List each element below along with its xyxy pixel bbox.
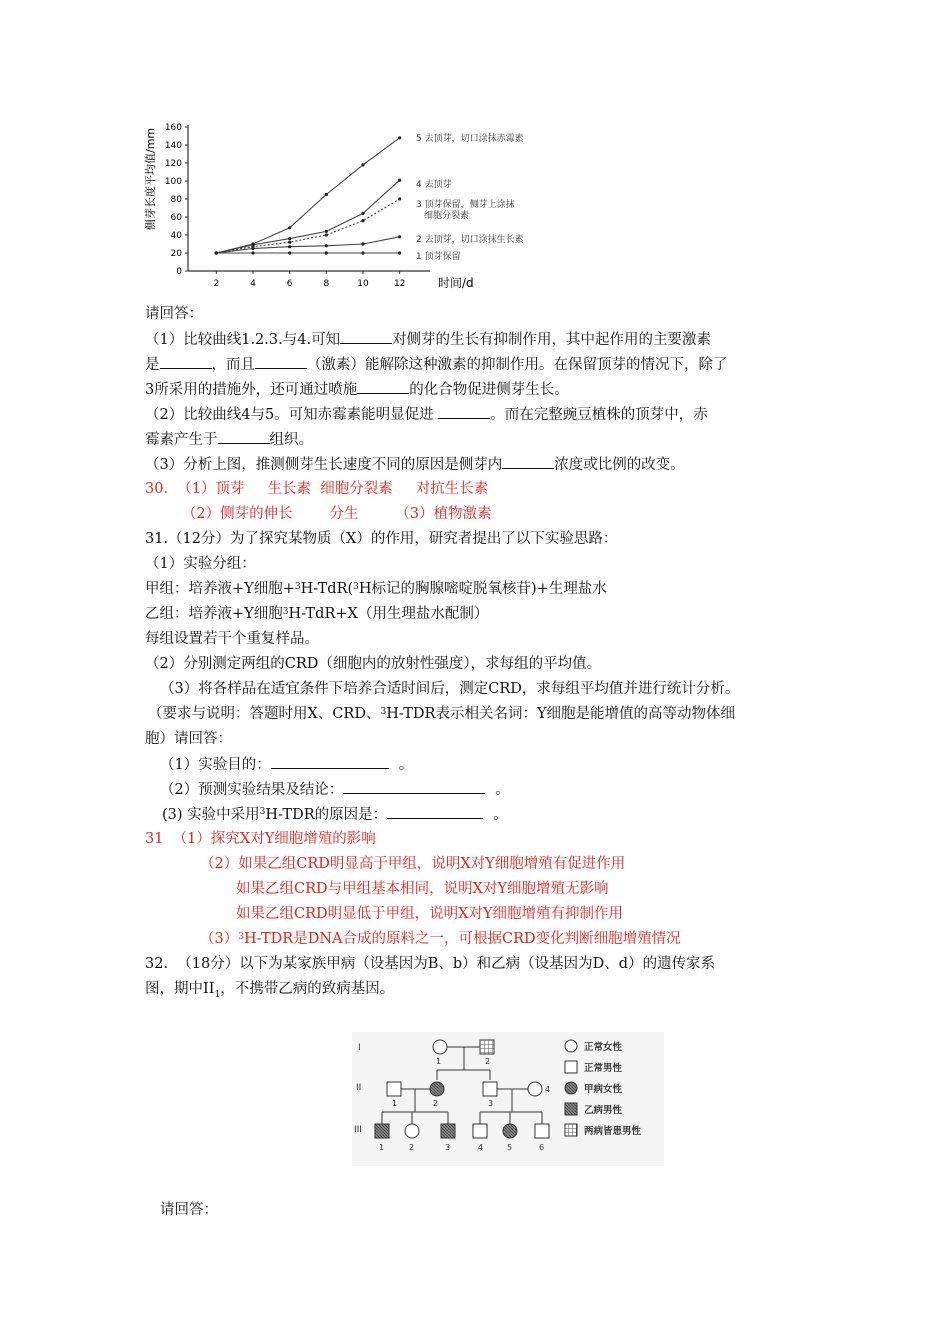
x-tick-label: 4 <box>250 279 256 289</box>
legend-normal-male: 正常男性 <box>584 1063 623 1074</box>
III4-number: 4 <box>478 1143 484 1152</box>
sub-q2: （2）预测实验结果及结论： 。 <box>160 779 510 800</box>
data-point <box>398 251 401 254</box>
q32-line1: 32. （18分）以下为某家族甲病（设基因为B、b）和乙病（设基因为D、d）的遗传家系 <box>145 956 716 972</box>
data-point <box>361 212 364 215</box>
series-label-1: 1 顶芽保留 <box>416 252 461 262</box>
III2-number: 2 <box>409 1143 415 1152</box>
answer-31-line1: 31 （1）探究X对Y细胞增殖的影响 <box>145 831 376 847</box>
II1-number: 1 <box>392 1099 398 1108</box>
y-tick-label: 80 <box>170 195 182 205</box>
series-label-4: 4 去顶芽 <box>416 180 452 190</box>
I1-normal-female <box>433 1040 447 1054</box>
III3-number: 3 <box>445 1143 451 1152</box>
III6-number: 6 <box>539 1143 545 1152</box>
I2-both-diseases-male <box>480 1040 494 1054</box>
III1-disease-B-male <box>375 1124 389 1138</box>
lateral-bud-growth-chart <box>140 115 580 300</box>
legend-both-diseases-male-symbol <box>565 1124 577 1136</box>
q31-step2: （2）分别测定两组的CRD（细胞内的放射性强度），求每组的平均值。 <box>145 656 602 672</box>
III3-disease-B-male <box>441 1124 455 1138</box>
answer-31-line3: 如果乙组CRD与甲组基本相同，说明X对Y细胞增殖无影响 <box>236 881 609 897</box>
sub-q1: （1）实验目的： 。 <box>160 754 413 775</box>
x-tick-label: 12 <box>393 279 406 289</box>
y-tick-label: 140 <box>164 141 182 151</box>
x-tick-label: 10 <box>357 279 369 289</box>
data-point <box>288 237 291 240</box>
data-point <box>251 251 254 254</box>
data-point <box>325 233 328 236</box>
y-tick-label: 20 <box>170 249 182 259</box>
data-point <box>398 136 401 139</box>
data-point <box>288 241 291 244</box>
II2-disease-A-female <box>430 1082 444 1096</box>
II4-normal-female <box>528 1082 542 1096</box>
legend-normal-male-symbol <box>565 1061 577 1073</box>
q2-line1: （2）比较曲线4与5。可知赤霉素能明显促进 。而在完整豌豆植株的顶芽中，赤 <box>145 404 708 425</box>
gen-label-II: II <box>356 1083 362 1093</box>
x-axis-label: 时间/d <box>438 276 474 290</box>
II3-normal-male <box>483 1082 497 1096</box>
q31-step1: （1）实验分组： <box>145 556 256 572</box>
data-point <box>288 245 291 248</box>
II1-normal-male <box>387 1082 401 1096</box>
requirement-line2: 胞）请回答： <box>145 731 232 747</box>
y-tick-label: 100 <box>164 177 182 187</box>
y-tick-label: 160 <box>164 123 182 133</box>
data-point <box>325 193 328 196</box>
x-tick-label: 8 <box>323 279 330 289</box>
replicate-note: 每组设置若干个重复样品。 <box>145 631 319 647</box>
I2-number: 2 <box>485 1057 491 1066</box>
legend-both-diseases-male: 两病皆患男性 <box>584 1126 642 1137</box>
pedigree-diagram <box>352 1032 664 1166</box>
data-point <box>361 251 364 254</box>
series-line-5 <box>216 138 399 253</box>
series-label-3b: 细胞分裂素 <box>424 211 470 221</box>
data-point <box>398 179 401 182</box>
III4-normal-male <box>473 1124 487 1138</box>
data-point <box>398 235 401 238</box>
data-point <box>361 163 364 166</box>
q31-step3: （3）将各样品在适宜条件下培养合适时间后，测定CRD，求每组平均值并进行统计分析。 <box>160 681 740 697</box>
data-point <box>325 230 328 233</box>
q1-line3: 3所采用的措施外，还可通过喷施 的化合物促进侧芽生长。 <box>145 379 569 400</box>
series-label-2: 2 去顶芽，切口涂抹生长素 <box>416 235 524 245</box>
q1-line1: （1）比较曲线1.2.3.与4.可知 对侧芽的生长有抑制作用，其中起作用的主要激素 <box>145 329 711 350</box>
gen-label-I: I <box>358 1043 361 1053</box>
sub-q3: (3) 实验中采用$^3$H-TDR的原因是： 。 <box>162 804 508 825</box>
legend-disease-B-male: 乙病男性 <box>584 1105 623 1116</box>
legend-normal-female-symbol <box>565 1040 577 1052</box>
q3-line: （3）分析上图，推测侧芽生长速度不同的原因是侧芽内 浓度或比例的改变。 <box>145 454 685 475</box>
legend-disease-A-female: 甲病女性 <box>584 1084 623 1095</box>
answer-30-line2: （2）侧芽的伸长 分生 （3）植物激素 <box>145 506 492 522</box>
answer-31-line5: $(3)^3H$-TDR是DNA合成的原料之一，可根据CRD变化判断细胞增殖情况 <box>200 931 681 947</box>
data-point <box>288 251 291 254</box>
legend-disease-B-male-symbol <box>565 1103 577 1115</box>
plot-area <box>143 123 524 290</box>
III1-number: 1 <box>379 1143 385 1152</box>
legend-disease-A-female-symbol <box>565 1082 577 1094</box>
prompt-answer: 请回答： <box>145 306 203 322</box>
data-point <box>398 197 401 200</box>
series-label-5: 5 去顶芽，切口涂抹赤霉素 <box>416 134 524 144</box>
gen-label-III: III <box>354 1125 362 1135</box>
data-point <box>325 251 328 254</box>
answer-31-line4: 如果乙组CRD明显低于甲组，说明X对Y细胞增殖有抑制作用 <box>236 906 624 922</box>
x-tick-label: 2 <box>213 279 220 289</box>
III6-normal-male <box>535 1124 549 1138</box>
series-label-3: 3 顶芽保留，侧芽上涂抹 <box>416 200 515 210</box>
II3-number: 3 <box>488 1099 494 1108</box>
II2-number: 2 <box>433 1099 439 1108</box>
q32-line2: 图，期中$II_1$，不携带乙病的致病基因。 <box>145 981 395 1000</box>
q2-line2: 霉素产生于 组织。 <box>145 429 313 450</box>
q31-title: 31.（12分）为了探究某物质（X）的作用，研究者提出了以下实验思路： <box>145 531 618 547</box>
III2-normal-female <box>405 1124 419 1138</box>
y-tick-label: 40 <box>170 231 182 241</box>
q1-line2: 是 ，而且 （激素）能解除这种激素的抑制作用。在保留顶芽的情况下，除了 <box>145 354 728 375</box>
data-point <box>325 244 328 247</box>
y-tick-label: 0 <box>176 267 182 277</box>
answer-31-line2: （2）如果乙组CRD明显高于甲组，说明X对Y细胞增殖有促进作用 <box>200 856 626 872</box>
answer-30-line1: 30. （1）顶芽 生长素 细胞分裂素 对抗生长素 <box>145 481 489 497</box>
y-tick-label: 60 <box>170 213 182 223</box>
series-line-2 <box>216 237 399 253</box>
III5-disease-A-female <box>503 1124 517 1138</box>
group-jia: 甲组：培养液+Y细胞+$^3$H-TdR($^3$H标记的胸腺嘧啶脱氧核苷)+生理盐水 <box>145 581 607 597</box>
data-point <box>288 226 291 229</box>
III5-number: 5 <box>507 1143 513 1152</box>
data-point <box>215 251 218 254</box>
I1-number: 1 <box>436 1057 442 1066</box>
data-point <box>361 219 364 222</box>
y-tick-label: 120 <box>164 159 182 169</box>
final-prompt: 请回答： <box>160 1202 218 1218</box>
data-point <box>251 247 254 250</box>
II4-number: 4 <box>545 1085 551 1094</box>
x-tick-label: 6 <box>286 279 293 289</box>
legend-normal-female: 正常女性 <box>584 1042 623 1053</box>
requirement-line1: （要求与说明：答题时用X、CRD、$^3$H-TDR表示相关名词：Y细胞是能增值的高等动物体细 <box>148 706 736 722</box>
group-yi: 乙组：培养液+Y细胞$^3$H-TdR+X（用生理盐水配制） <box>145 606 489 622</box>
y-axis-label: 侧芽长度平均值/mm <box>144 127 157 230</box>
series-line-3 <box>216 199 399 253</box>
data-point <box>361 242 364 245</box>
